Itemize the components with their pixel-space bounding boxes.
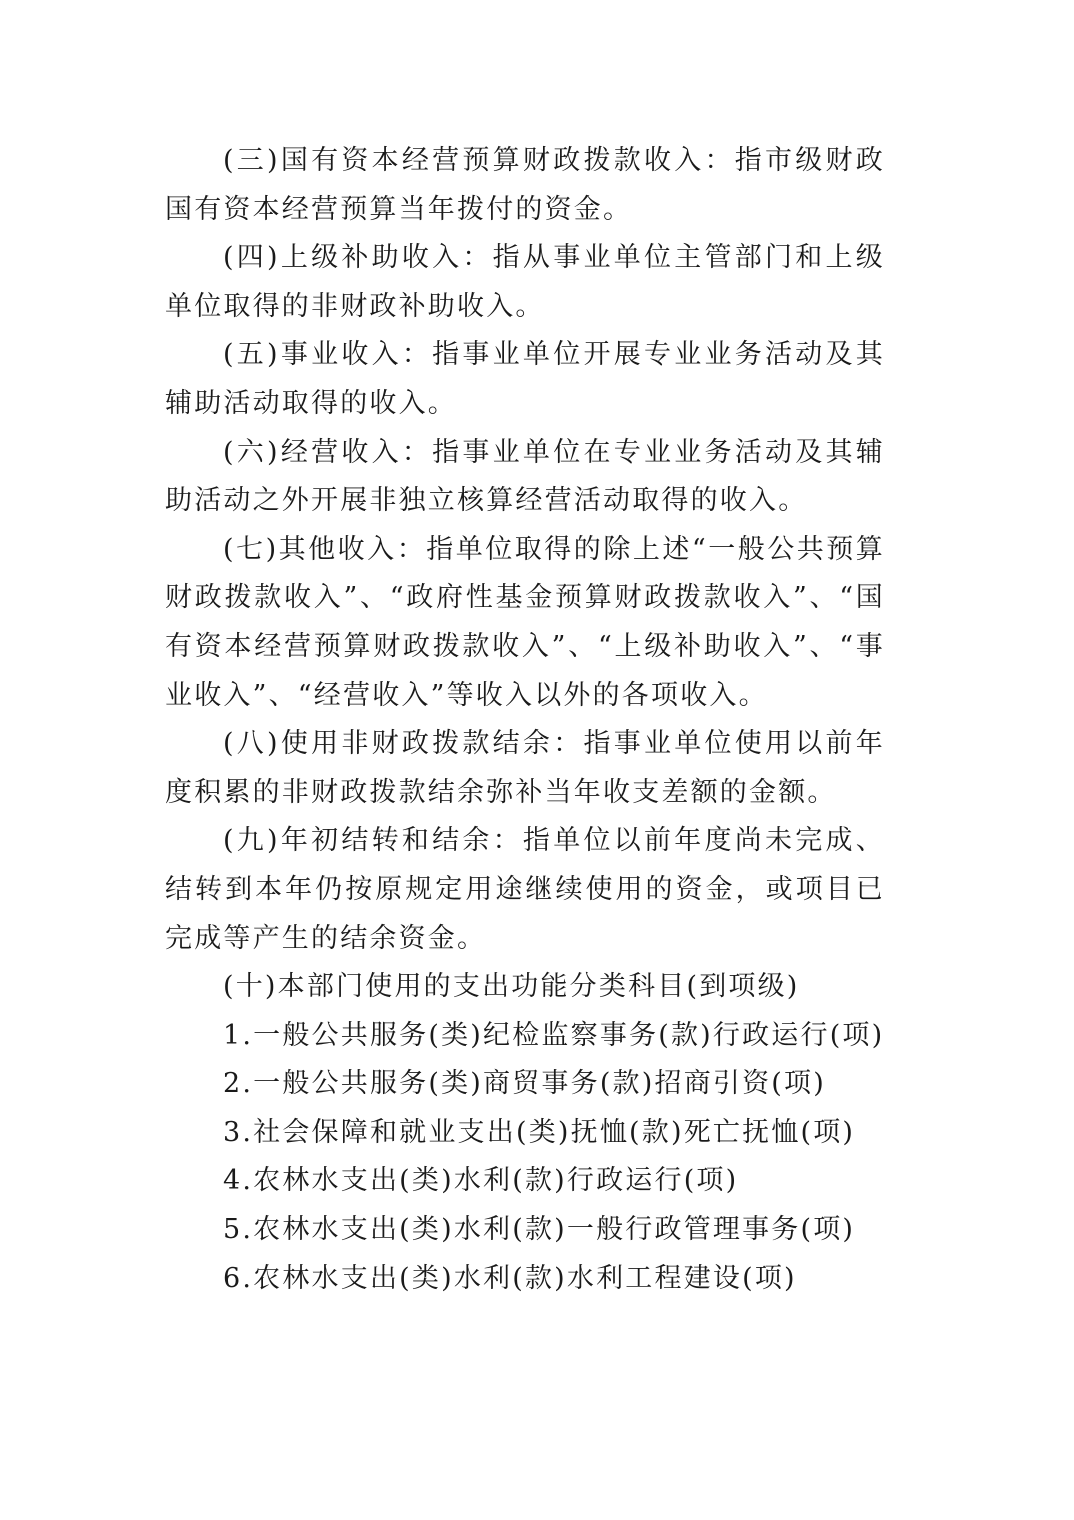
paragraph-business-income: (五)事业收入：指事业单位开展专业业务活动及其辅助活动取得的收入。	[165, 339, 885, 419]
list-item-classification-2: 2.一般公共服务(类)商贸事务(款)招商引资(项)	[223, 1068, 826, 1100]
list-item-classification-3: 3.社会保障和就业支出(类)抚恤(款)死亡抚恤(项)	[223, 1116, 856, 1148]
paragraph-other-income: (七)其他收入：指单位取得的除上述“一般公共预算财政拨款收入”、“政府性基金预算财政拨款收入”、“国有资本经营预算财政拨款收入”、“上级补助收入”、“事业收入”、“经营收入”等收入以外的各项收入。	[165, 533, 885, 711]
paragraph-carryover-balance: (九)年初结转和结余：指单位以前年度尚未完成、结转到本年仍按原规定用途继续使用的资金，或项目已完成等产生的结余资金。	[165, 825, 885, 954]
list-item-classification-6: 6.农林水支出(类)水利(款)水利工程建设(项)	[223, 1262, 797, 1294]
paragraph-state-capital-income: (三)国有资本经营预算财政拨款收入：指市级财政国有资本经营预算当年拨付的资金。	[165, 145, 885, 225]
list-item-classification-1: 1.一般公共服务(类)纪检监察事务(款)行政运行(项)	[223, 1019, 885, 1051]
paragraph-operating-income: (六)经营收入：指事业单位在专业业务活动及其辅助活动之外开展非独立核算经营活动取得的收入。	[165, 436, 885, 517]
paragraph-non-fiscal-surplus: (八)使用非财政拨款结余：指事业单位使用以前年度积累的非财政拨款结余弥补当年收支差额的金额。	[165, 728, 885, 808]
list-item-classification-5: 5.农林水支出(类)水利(款)一般行政管理事务(项)	[223, 1214, 856, 1246]
paragraph-expenditure-classification-heading: (十)本部门使用的支出功能分类科目(到项级)	[223, 971, 800, 1003]
paragraph-superior-subsidy-income: (四)上级补助收入：指从事业单位主管部门和上级单位取得的非财政补助收入。	[165, 242, 885, 322]
list-item-classification-4: 4.农林水支出(类)水利(款)行政运行(项)	[223, 1165, 739, 1197]
document-page	[165, 137, 885, 1303]
